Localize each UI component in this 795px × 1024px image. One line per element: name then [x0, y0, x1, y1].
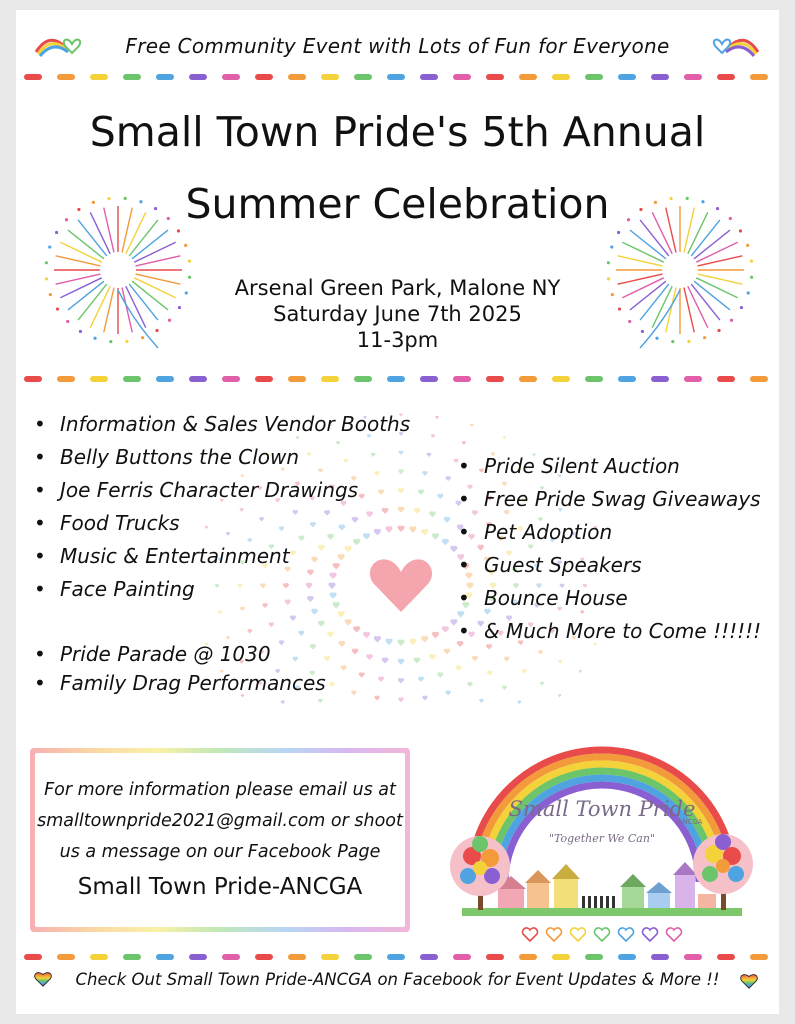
list-item: • Music & Entertainment — [34, 540, 410, 573]
event-date: Saturday June 7th 2025 — [273, 302, 522, 326]
event-time: 11-3pm — [356, 328, 439, 352]
list-item: • Guest Speakers — [458, 549, 761, 582]
list-item: • Pride Parade @ 1030 — [34, 640, 326, 669]
list-item: • Information & Sales Vendor Booths — [34, 408, 410, 441]
list-item: • Pet Adoption — [458, 516, 761, 549]
divider-dashes-bottom — [24, 954, 771, 961]
event-title-line1: Small Town Pride's 5th Annual — [89, 108, 706, 156]
divider-dashes-top — [24, 74, 771, 81]
contact-line-3: us a message on our Facebook Page — [59, 842, 381, 862]
activities-list-left-extra — [34, 640, 326, 698]
facebook-footer-note: Check Out Small Town Pride-ANCGA on Facebook for Event Updates & More !! — [75, 970, 720, 989]
list-item: • Free Pride Swag Giveaways — [458, 483, 761, 516]
list-item: • Bounce House — [458, 582, 761, 615]
list-item: • & Much More to Come !!!!!! — [458, 615, 761, 648]
firework-icon-left — [38, 190, 198, 350]
list-item: • Belly Buttons the Clown — [34, 441, 410, 474]
list-item: • Pride Silent Auction — [458, 450, 761, 483]
event-title-line2: Summer Celebration — [185, 180, 610, 228]
firework-icon-right — [600, 190, 760, 350]
list-item: • Face Painting — [34, 573, 410, 606]
list-item: • Family Drag Performances — [34, 669, 326, 698]
divider-dashes-middle — [24, 376, 771, 383]
contact-info-box — [30, 748, 410, 932]
logo-sub: ANCGA — [677, 818, 703, 826]
activities-list-left — [34, 408, 410, 606]
logo-slogan: "Together We Can" — [548, 832, 656, 845]
contact-line-1: For more information please email us at — [44, 780, 396, 800]
event-tagline: Free Community Event with Lots of Fun for Everyone — [125, 34, 670, 58]
activities-list-right — [458, 450, 761, 648]
small-town-pride-logo — [432, 706, 772, 946]
contact-org-name[interactable]: Small Town Pride-ANCGA — [77, 874, 363, 900]
list-item: • Food Trucks — [34, 507, 410, 540]
flyer-page — [16, 10, 779, 1014]
contact-email[interactable]: smalltownpride2021@gmail.com or shoot — [37, 811, 403, 831]
logo-name: Small Town Pride — [508, 797, 696, 821]
list-item: • Joe Ferris Character Drawings — [34, 474, 410, 507]
event-location: Arsenal Green Park, Malone NY — [234, 276, 561, 300]
